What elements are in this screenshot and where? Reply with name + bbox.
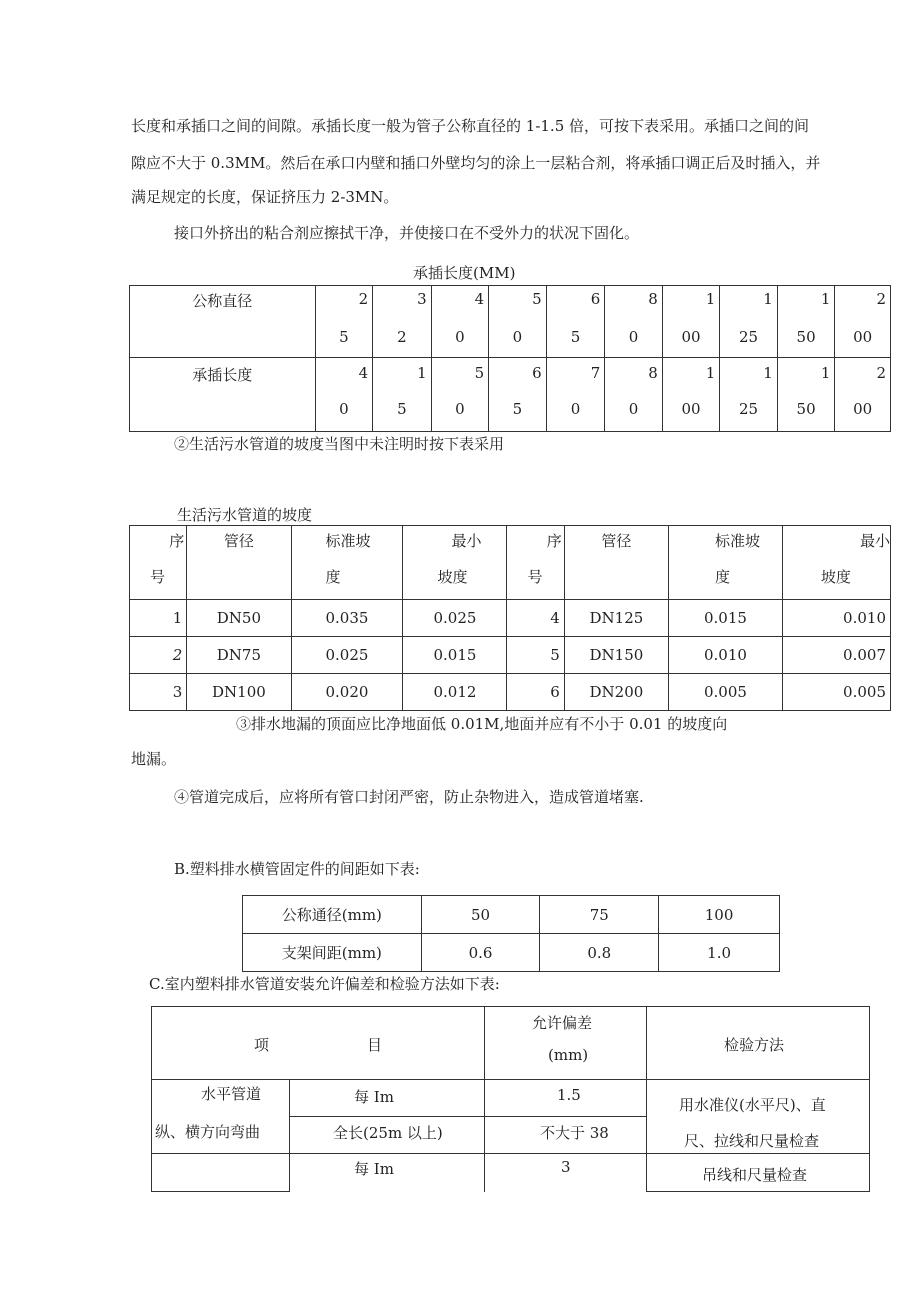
note-3-line: 地漏。 — [131, 750, 177, 768]
header-method: 检验方法 — [724, 1036, 785, 1054]
sub-item: 每 Im — [354, 1160, 394, 1178]
header-item: 项 — [254, 1036, 270, 1054]
socket-length-table — [129, 285, 891, 432]
tolerance-table — [151, 1006, 870, 1192]
table-cell: 1 00 — [662, 286, 720, 358]
header-cell: 最小 坡度 — [403, 526, 507, 600]
header-item: 目 — [367, 1036, 383, 1054]
table-cell: 6 5 — [546, 286, 605, 358]
sub-item: 每 Im — [354, 1088, 394, 1106]
tolerance-value: 1.5 — [557, 1086, 581, 1104]
section-b-title: B.塑料排水横管固定件的间距如下表: — [174, 860, 420, 878]
table-cell: 5 0 — [431, 358, 489, 432]
paragraph-line: 长度和承插口之间的间隙。承插长度一般为管子公称直径的 1-1.5 倍，可按下表采用。承插口之间的间 — [131, 117, 810, 135]
header-tolerance: 允许偏差 — [532, 1014, 593, 1032]
table-cell: 8 0 — [605, 286, 663, 358]
table-cell: 2 00 — [835, 358, 891, 432]
header-cell: 管径 — [564, 526, 668, 600]
table-cell: 5 0 — [489, 286, 547, 358]
table-cell: 6 5 — [489, 358, 547, 432]
row-label: 公称直径 — [130, 286, 316, 358]
table-cell: 1 25 — [720, 358, 778, 432]
table-row: 支架间距(mm) 0.6 0.8 1.0 — [243, 934, 780, 972]
header-cell: 标准坡 度 — [669, 526, 783, 600]
table-cell: 2 5 — [315, 286, 373, 358]
method-text: 尺、拉线和尺量检查 — [684, 1132, 820, 1150]
table-cell: 2 00 — [835, 286, 891, 358]
header-cell: 标准坡 度 — [291, 526, 403, 600]
category-label: 纵、横方向弯曲 — [155, 1123, 261, 1141]
header-cell: 序 号 — [507, 526, 564, 600]
method-text: 吊线和尺量检查 — [702, 1166, 808, 1184]
method-text: 用水准仪(水平尺)、直 — [679, 1096, 826, 1114]
header-tolerance-unit: (mm) — [548, 1046, 589, 1064]
table-cell: 7 0 — [546, 358, 605, 432]
sub-item: 全长(25m 以上) — [333, 1124, 443, 1142]
row-label: 承插长度 — [130, 358, 316, 432]
note-3-line: ③排水地漏的顶面应比净地面低 0.01M,地面并应有不小于 0.01 的坡度向 — [236, 715, 728, 733]
paragraph-line: 满足规定的长度，保证挤压力 2-3MN。 — [131, 188, 399, 206]
header-cell: 最小 坡度 — [782, 526, 890, 600]
tolerance-value: 不大于 38 — [540, 1124, 609, 1142]
note-2: ②生活污水管道的坡度当图中未注明时按下表采用 — [174, 435, 505, 453]
table1-caption: 承插长度(MM) — [413, 264, 516, 282]
paragraph-line: 接口外挤出的粘合剂应擦拭干净，并使接口在不受外力的状况下固化。 — [174, 224, 640, 242]
table-cell: 1 50 — [777, 286, 835, 358]
table-cell: 1 5 — [373, 358, 432, 432]
note-4: ④管道完成后，应将所有管口封闭严密，防止杂物进入，造成管道堵塞. — [174, 788, 644, 806]
header-cell: 序 号 — [130, 526, 187, 600]
table-row: 3 DN100 0.020 0.012 6 DN200 0.005 0.005 — [130, 674, 891, 711]
support-spacing-table — [242, 895, 780, 972]
paragraph-line: 隙应不大于 0.3MM。然后在承口内壁和插口外壁均匀的涂上一层粘合剂，将承插口调正后及时插入，并 — [131, 154, 821, 172]
table-cell: 4 0 — [431, 286, 489, 358]
table-cell: 3 2 — [373, 286, 432, 358]
table-cell: 4 0 — [315, 358, 373, 432]
tolerance-value: 3 — [561, 1158, 571, 1176]
table-cell: 8 0 — [605, 358, 663, 432]
table-cell: 1 50 — [777, 358, 835, 432]
table-row: 1 DN50 0.035 0.025 4 DN125 0.015 0.010 — [130, 600, 891, 637]
header-cell: 管径 — [187, 526, 291, 600]
table2-caption: 生活污水管道的坡度 — [177, 506, 313, 524]
table-cell: 1 25 — [720, 286, 778, 358]
table-row: 2 DN75 0.025 0.015 5 DN150 0.010 0.007 — [130, 637, 891, 674]
category-label: 水平管道 — [201, 1085, 262, 1103]
table-cell: 1 00 — [662, 358, 720, 432]
table-row: 公称通径(mm) 50 75 100 — [243, 896, 780, 934]
slope-table — [129, 525, 891, 711]
section-c-title: C.室内塑料排水管道安装允许偏差和检验方法如下表: — [149, 975, 500, 993]
